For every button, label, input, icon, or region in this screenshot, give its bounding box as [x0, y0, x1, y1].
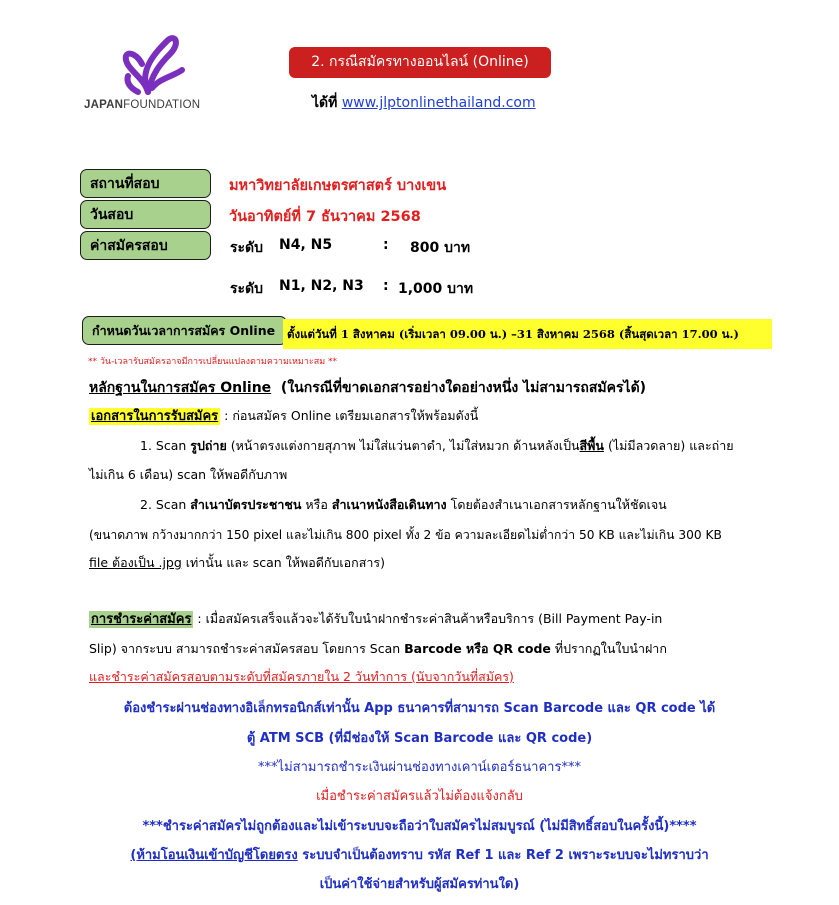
doc-item-photo: 1. Scan รูปถ่าย (หน้าตรงแต่งกายสุภาพ ไม่ใส่แว่นตาดำ, ไม่ใส่หมวก ด้านหลังเป็นสีพื้น (ไม่มีลวดลาย) และถ่าย	[140, 438, 734, 453]
no-direct-transfer-note-cont: เป็นค่าใช้จ่ายสำหรับผู้สมัครท่านใด)	[319, 877, 520, 892]
counter-not-allowed-note: ***ไม่สามารถชำระเงินผ่านช่องทางเคาน์เตอร์ธนาคาร***	[258, 760, 581, 775]
exam-date-label: วันสอบ	[80, 200, 211, 229]
evidence-heading: หลักฐานในการสมัคร Online (ในกรณีที่ขาดเอกสารอย่างใดอย่างหนึ่ง ไม่สามารถสมัครได้)	[89, 380, 647, 396]
file-format-note: file ต้องเป็น .jpg เท่านั้น และ scan ให้พอดีกับเอกสาร)	[89, 555, 385, 570]
website-row	[312, 92, 536, 114]
schedule-change-note: ** วัน-เวลารับสมัครอาจมีการเปลี่ยนแปลงตามความเหมาะสม **	[88, 357, 338, 367]
no-direct-transfer-note: (ห้ามโอนเงินเข้าบัญชีโดยตรง ระบบจำเป็นต้องทราบ รหัส Ref 1 และ Ref 2 เพราะระบบจะไม่ทราบว่า	[130, 848, 709, 863]
logo-text: JAPANFOUNDATION	[84, 99, 201, 111]
fee-row-n1-n3: ระดับ N1, N2, N3 : 1,000 บาท	[230, 278, 474, 297]
documents-label: เอกสารในการรับสมัคร	[91, 409, 219, 424]
venue-label: สถานที่สอบ	[80, 169, 211, 198]
butterfly-icon	[118, 30, 190, 100]
venue-value: มหาวิทยาลัยเกษตรศาสตร์ บางเขน	[229, 178, 447, 194]
deadline-label: กำหนดวันเวลาการสมัคร Online	[82, 316, 287, 345]
documents-row: เอกสารในการรับสมัคร : ก่อนสมัคร Online เตรียมเอกสารให้พร้อมดังนี้	[91, 408, 479, 424]
deadline-value: ตั้งแต่วันที่ 1 สิงหาคม (เริ่มเวลา 09.00 น.) –31 สิงหาคม 2568 (สิ้นสุดเวลา 17.00 น.)	[283, 319, 772, 349]
no-notification-note: เมื่อชำระค่าสมัครแล้วไม่ต้องแจ้งกลับ	[316, 789, 523, 804]
website-prefix: ได้ที่	[312, 95, 338, 111]
doc-item-id: 2. Scan สำเนาบัตรประชาชน หรือ สำเนาหนังสือเดินทาง โดยต้องสำเนาเอกสารหลักฐานให้ชัดเจน	[140, 497, 667, 512]
image-size-note: (ขนาดภาพ กว้างมากกว่า 150 pixel และไม่เกิน 800 pixel ทั้ง 2 ข้อ ความละเอียดไม่ต่ำกว่า 50 KB และไม่เกิน 300 KB	[89, 528, 722, 542]
fee-row-n4-n5: ระดับ N4, N5 : 800 บาท	[230, 237, 471, 256]
fee-label: ค่าสมัครสอบ	[80, 231, 211, 260]
doc-item-photo-cont: ไม่เกิน 6 เดือน) scan ให้พอดีกับภาพ	[89, 467, 288, 482]
online-application-banner: 2. กรณีสมัครทางออนไลน์ (Online)	[289, 47, 551, 78]
payment-deadline-note: และชำระค่าสมัครสอบตามระดับที่สมัครภายใน 2 วันทำการ (นับจากวันที่สมัคร)	[89, 669, 514, 684]
payment-row: การชำระค่าสมัคร : เมื่อสมัครเสร็จแล้วจะได้รับใบนำฝากชำระค่าสินค้าหรือบริการ (Bill Payment Pay-in	[91, 611, 663, 627]
payment-channel-app: ต้องชำระผ่านช่องทางอิเล็กทรอนิกส์เท่านั้น App ธนาคารที่สามารถ Scan Barcode และ QR code ได้	[123, 701, 716, 716]
payment-line-2: Slip) จากระบบ สามารถชำระค่าสมัครสอบ โดยการ Scan Barcode หรือ QR code ที่ปรากฏในใบนำฝาก	[89, 641, 667, 656]
exam-date-value: วันอาทิตย์ที่ 7 ธันวาคม 2568	[229, 209, 421, 225]
website-link[interactable]: www.jlptonlinethailand.com	[341, 95, 536, 111]
invalid-payment-warning: ***ชำระค่าสมัครไม่ถูกต้องและไม่เข้าระบบจะถือว่าใบสมัครไม่สมบูรณ์ (ไม่มีสิทธิ์สอบในครั้งนี้)****	[142, 819, 697, 834]
payment-channel-atm: ตู้ ATM SCB (ที่มีช่องให้ Scan Barcode และ QR code)	[246, 731, 593, 746]
payment-label: การชำระค่าสมัคร	[91, 612, 192, 627]
